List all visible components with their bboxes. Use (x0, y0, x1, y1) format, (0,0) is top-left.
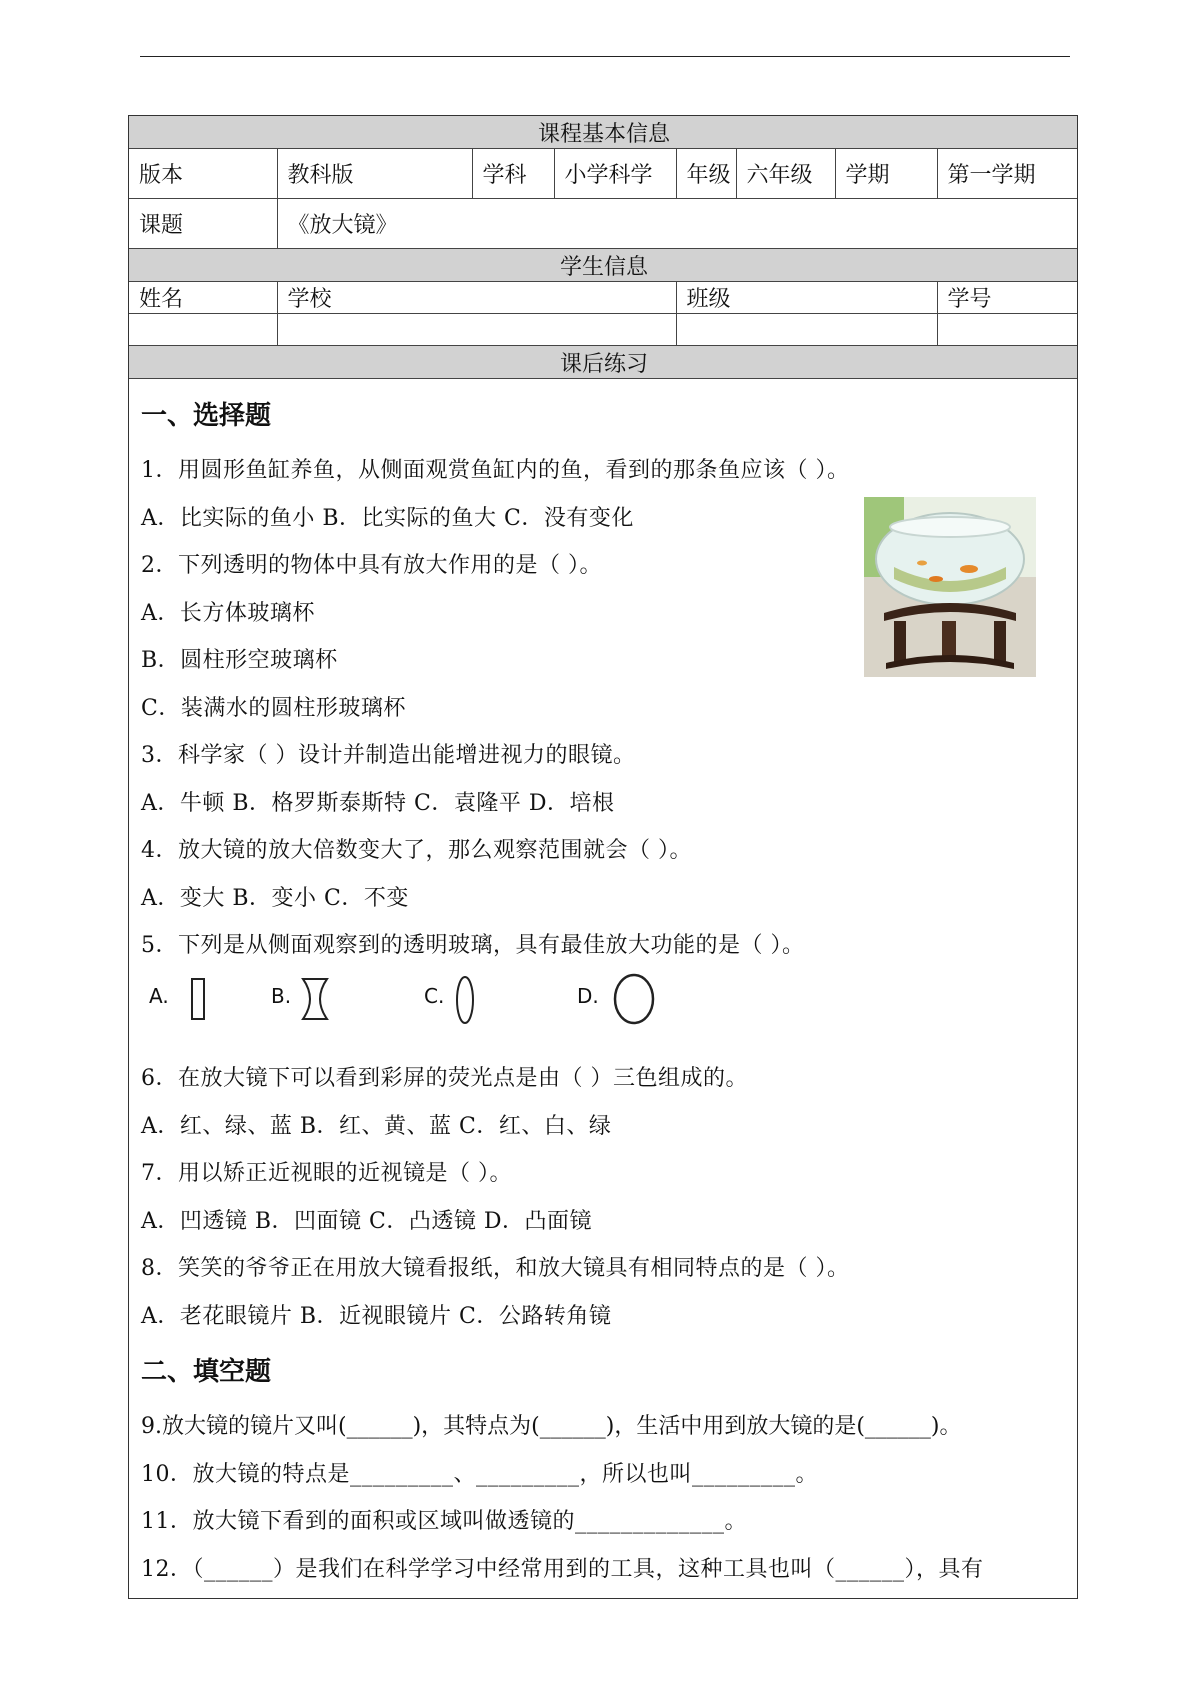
student-info-header: 学生信息 (129, 249, 1078, 282)
question-11: 11．放大镜下看到的面积或区域叫做透镜的_____________。 (141, 1509, 747, 1534)
question-10: 10．放大镜的特点是_________、_________，所以也叫_________。 (141, 1462, 818, 1487)
question-4-options: A．变大 B．变小 C．不变 (141, 886, 409, 911)
question-2-option-b: B．圆柱形空玻璃杯 (141, 648, 338, 673)
lens-option-c-label: C. (424, 984, 445, 1008)
question-7-options: A．凹透镜 B．凹面镜 C．凸透镜 D．凸面镜 (141, 1209, 593, 1234)
term-label: 学期 (835, 149, 937, 199)
flat-glass-icon (189, 977, 209, 1021)
topic-label: 课题 (129, 199, 277, 249)
worksheet-frame (128, 115, 1078, 1599)
class-label: 班级 (676, 282, 937, 314)
section-fill-title: 二、填空题 (141, 1357, 272, 1387)
lens-option-d-label: D. (577, 984, 599, 1008)
lens-option-b-label: B. (271, 984, 292, 1008)
question-1: 1．用圆形鱼缸养鱼，从侧面观赏鱼缸内的鱼，看到的那条鱼应该（ ）。 (141, 458, 850, 483)
question-9: 9.放大镜的镜片又叫(______)，其特点为(______)，生活中用到放大镜的是(______)。 (141, 1414, 962, 1439)
subject-label: 学科 (472, 149, 554, 199)
subject-value: 小学科学 (554, 149, 676, 199)
question-3: 3．科学家（ ）设计并制造出能增进视力的眼镜。 (141, 743, 636, 768)
edition-label: 版本 (129, 149, 277, 199)
question-5-lens-options (141, 969, 741, 1025)
grade-value: 六年级 (736, 149, 835, 199)
question-2-option-a: A．长方体玻璃杯 (141, 601, 315, 626)
name-field[interactable] (129, 314, 277, 346)
question-12: 12．（______）是我们在科学学习中经常用到的工具，这种工具也叫（______），具有 (141, 1557, 984, 1582)
info-table (129, 116, 1078, 379)
student-number-label: 学号 (937, 282, 1078, 314)
question-3-options: A．牛顿 B．格罗斯泰斯特 C．袁隆平 D．培根 (141, 791, 615, 816)
question-4: 4．放大镜的放大倍数变大了，那么观察范围就会（ ）。 (141, 838, 692, 863)
question-2-option-c: C．装满水的圆柱形玻璃杯 (141, 696, 406, 721)
section-choice-title: 一、选择题 (141, 401, 272, 431)
fishbowl-image (864, 497, 1036, 677)
term-value: 第一学期 (937, 149, 1078, 199)
lens-option-a-label: A. (149, 984, 169, 1008)
concave-lens-icon (299, 977, 331, 1021)
school-field[interactable] (277, 314, 676, 346)
question-7: 7．用以矫正近视眼的近视镜是（ ）。 (141, 1161, 512, 1186)
course-info-header: 课程基本信息 (129, 116, 1078, 149)
student-number-field[interactable] (937, 314, 1078, 346)
question-5: 5．下列是从侧面观察到的透明玻璃，具有最佳放大功能的是（ ）。 (141, 933, 805, 958)
name-label: 姓名 (129, 282, 277, 314)
thick-convex-lens-icon (611, 971, 657, 1027)
exercise-header: 课后练习 (129, 346, 1078, 379)
topic-value: 《放大镜》 (277, 199, 1078, 249)
convex-lens-icon (453, 975, 477, 1025)
school-label: 学校 (277, 282, 676, 314)
class-field[interactable] (676, 314, 937, 346)
edition-value: 教科版 (277, 149, 472, 199)
question-1-options: A．比实际的鱼小 B．比实际的鱼大 C．没有变化 (141, 506, 634, 531)
question-8-options: A．老花眼镜片 B．近视眼镜片 C．公路转角镜 (141, 1304, 612, 1329)
question-6: 6．在放大镜下可以看到彩屏的荧光点是由（ ）三色组成的。 (141, 1066, 748, 1091)
question-6-options: A．红、绿、蓝 B．红、黄、蓝 C．红、白、绿 (141, 1114, 612, 1139)
header-rule (140, 56, 1070, 57)
exercise-content (129, 379, 1077, 1582)
question-2: 2．下列透明的物体中具有放大作用的是（ ）。 (141, 553, 602, 578)
question-8: 8．笑笑的爷爷正在用放大镜看报纸，和放大镜具有相同特点的是（ ）。 (141, 1256, 850, 1281)
grade-label: 年级 (676, 149, 736, 199)
